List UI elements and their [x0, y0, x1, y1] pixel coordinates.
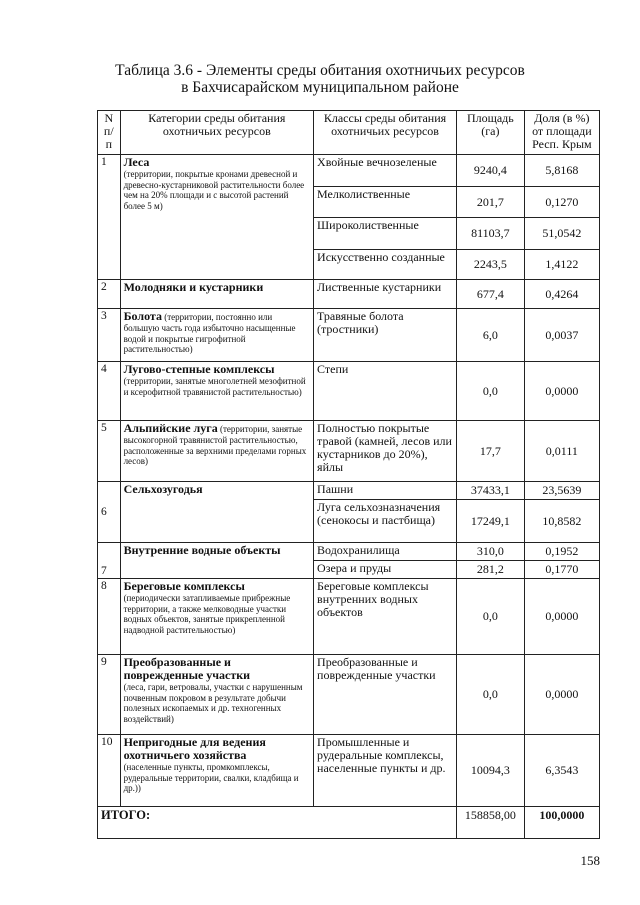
share-cell: 5,8168 — [524, 155, 599, 187]
row-number: 7 — [98, 543, 121, 579]
area-cell: 281,2 — [457, 561, 525, 579]
area-cell: 9240,4 — [457, 155, 525, 187]
area-cell: 0,0 — [457, 579, 525, 655]
share-cell: 0,0111 — [524, 421, 599, 482]
habitat-table — [97, 110, 600, 839]
category-title: Береговые комплексы — [123, 579, 245, 593]
caption-line-2: в Бахчисарайском муниципальном районе — [181, 79, 459, 96]
table-row — [98, 280, 600, 309]
table-caption — [0, 62, 640, 96]
category-cell — [120, 735, 313, 807]
row-number: 2 — [98, 280, 121, 309]
row-number: 9 — [98, 655, 121, 735]
table-row — [98, 655, 600, 735]
share-cell: 0,1770 — [524, 561, 599, 579]
share-cell: 0,0000 — [524, 362, 599, 421]
area-cell: 0,0 — [457, 362, 525, 421]
area-cell: 10094,3 — [457, 735, 525, 807]
row-number: 10 — [98, 735, 121, 807]
category-description: (территории, занятые многолетней мезофитной и ксерофитной травянистой растительностью) — [123, 376, 306, 397]
category-description: (периодически затапливаемые прибрежные территории, а также мелководные участки водных объектов, занятые прикрепленной надводной растительностью) — [123, 593, 291, 635]
class-cell: Степи — [314, 362, 457, 421]
category-cell — [120, 362, 313, 421]
class-cell: Лиственные кустарники — [314, 280, 457, 309]
page-number: 158 — [580, 853, 600, 868]
area-cell: 37433,1 — [457, 482, 525, 500]
category-description: (леса, гари, ветровалы, участки с нарушенным почвенным покровом в результате добычи полезных ископаемых и др. техногенных воздействий) — [123, 682, 303, 724]
category-title: Лугово-степные комплексы — [123, 362, 275, 376]
header-class: Классы среды обитания охотничьих ресурсов — [314, 111, 457, 155]
area-cell: 677,4 — [457, 280, 525, 309]
area-cell: 6,0 — [457, 309, 525, 362]
area-cell: 2243,5 — [457, 250, 525, 280]
table-row — [98, 543, 600, 561]
share-cell: 0,0000 — [524, 655, 599, 735]
row-number: 8 — [98, 579, 121, 655]
header-n: N п/п — [98, 111, 121, 155]
share-cell: 0,0000 — [524, 579, 599, 655]
table-row — [98, 735, 600, 807]
header-share: Доля (в %) от площади Респ. Крым — [524, 111, 599, 155]
area-cell: 310,0 — [457, 543, 525, 561]
table-header-row — [98, 111, 600, 155]
class-cell: Широколиственные — [314, 218, 457, 250]
category-cell — [120, 543, 313, 579]
share-cell: 10,8582 — [524, 500, 599, 543]
category-description: (территории, покрытые кронами древесной и древесно-кустарниковой растительности более чем на 20% площади и с высотой растений более 5 м) — [123, 169, 305, 211]
share-cell: 6,3543 — [524, 735, 599, 807]
area-cell: 201,7 — [457, 187, 525, 218]
class-cell: Луга сельхозназначения (сенокосы и пастбища) — [314, 500, 457, 543]
row-number: 5 — [98, 421, 121, 482]
class-cell: Травяные болота (тростники) — [314, 309, 457, 362]
category-title: Внутренние водные объекты — [123, 543, 281, 557]
area-cell: 17,7 — [457, 421, 525, 482]
area-cell: 81103,7 — [457, 218, 525, 250]
caption-line-1: Таблица 3.6 - Элементы среды обитания охотничьих ресурсов — [115, 62, 525, 79]
table-row — [98, 579, 600, 655]
share-cell: 0,1270 — [524, 187, 599, 218]
area-cell: 17249,1 — [457, 500, 525, 543]
share-cell: 51,0542 — [524, 218, 599, 250]
category-cell — [120, 280, 313, 309]
table-row — [98, 155, 600, 187]
class-cell: Мелколиственные — [314, 187, 457, 218]
share-cell: 0,4264 — [524, 280, 599, 309]
share-cell: 23,5639 — [524, 482, 599, 500]
total-area: 158858,00 — [457, 807, 525, 839]
category-title: Альпийские луга — [123, 421, 218, 435]
category-title: Болота — [123, 309, 162, 323]
category-title: Непригодные для ведения охотничьего хозяйства — [123, 735, 266, 762]
share-cell: 0,1952 — [524, 543, 599, 561]
class-cell: Преобразованные и поврежденные участки — [314, 655, 457, 735]
table-row — [98, 362, 600, 421]
class-cell: Озера и пруды — [314, 561, 457, 579]
class-cell: Водохранилища — [314, 543, 457, 561]
header-category: Категории среды обитания охотничьих ресурсов — [120, 111, 313, 155]
share-cell: 0,0037 — [524, 309, 599, 362]
share-cell: 1,4122 — [524, 250, 599, 280]
row-number: 6 — [98, 482, 121, 543]
category-cell — [120, 579, 313, 655]
header-area: Площадь (га) — [457, 111, 525, 155]
class-cell: Полностью покрытые травой (камней, лесов или кустарников до 20%), яйлы — [314, 421, 457, 482]
category-cell — [120, 309, 313, 362]
category-cell — [120, 655, 313, 735]
total-share: 100,0000 — [524, 807, 599, 839]
row-number: 4 — [98, 362, 121, 421]
table-row — [98, 309, 600, 362]
category-title: Молодняки и кустарники — [123, 280, 264, 294]
area-cell: 0,0 — [457, 655, 525, 735]
class-cell: Береговые комплексы внутренних водных объектов — [314, 579, 457, 655]
total-label: ИТОГО: — [98, 807, 457, 839]
category-cell — [120, 421, 313, 482]
table-row — [98, 482, 600, 500]
class-cell: Промышленные и рудеральные комплексы, населенные пункты и др. — [314, 735, 457, 807]
category-cell — [120, 155, 313, 280]
class-cell: Искусственно созданные — [314, 250, 457, 280]
category-description: (населенные пункты, промкомплексы, рудеральные территории, свалки, кладбища и др.)) — [123, 762, 299, 793]
category-title: Сельхозугодья — [123, 482, 203, 496]
class-cell: Хвойные вечнозеленые — [314, 155, 457, 187]
category-title: Преобразованные и поврежденные участки — [123, 655, 251, 682]
class-cell: Пашни — [314, 482, 457, 500]
category-cell — [120, 482, 313, 543]
category-description: (территории, постоянно или большую часть года избыточно насыщенные водой и покрытые гигрофитной растительностью) — [123, 312, 296, 354]
row-number: 1 — [98, 155, 121, 280]
category-description: (территории, занятые высокогорной травянистой растительностью, расположенные за верхними пределами горных лесов) — [123, 424, 307, 466]
category-title: Леса — [123, 155, 150, 169]
table-row — [98, 421, 600, 482]
total-row — [98, 807, 600, 839]
row-number: 3 — [98, 309, 121, 362]
